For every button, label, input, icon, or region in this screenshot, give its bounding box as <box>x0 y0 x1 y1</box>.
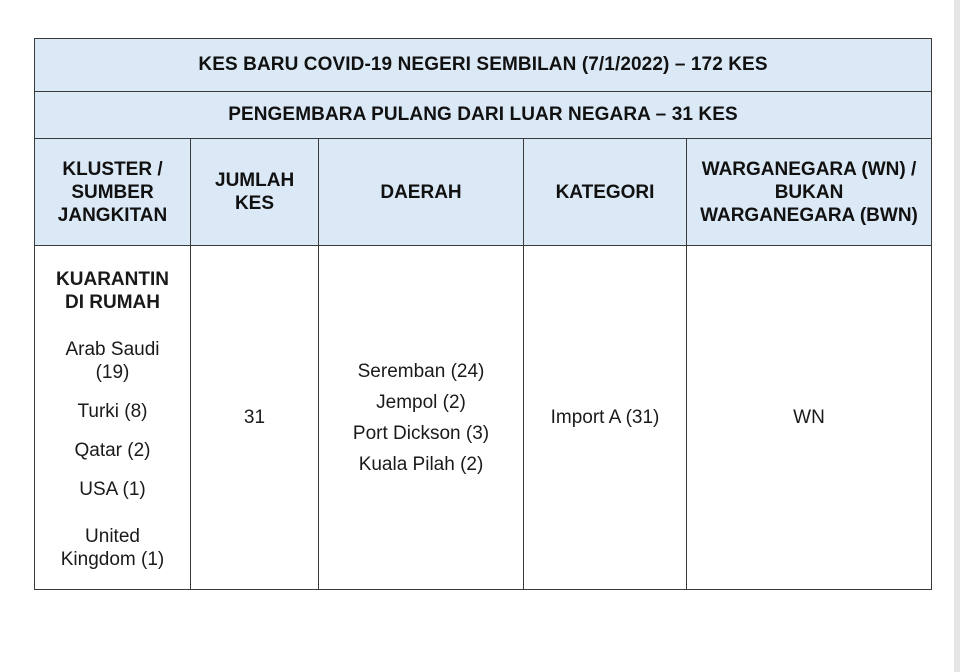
source-cell <box>35 246 191 590</box>
district-item: Jempol (2) <box>376 391 466 413</box>
source-item: Qatar (2) <box>74 440 151 461</box>
source-heading: KUARANTIN DI RUMAH <box>56 269 169 313</box>
district-item: Seremban (24) <box>357 360 485 382</box>
source-item: Arab Saudi (19) <box>65 339 160 383</box>
header-source-label: KLUSTER / SUMBER JANGKITAN <box>57 158 168 226</box>
title-row <box>35 39 932 92</box>
header-source <box>35 139 191 246</box>
header-category-label: KATEGORI <box>555 181 655 203</box>
header-citizenship-label: WARGANEGARA (WN) / BUKAN WARGANEGARA (BWN) <box>700 158 918 226</box>
table-row <box>35 246 932 590</box>
header-count <box>191 139 319 246</box>
category-cell: Import A (31) <box>524 246 687 590</box>
citizenship-cell: WN <box>687 246 932 590</box>
header-citizenship <box>687 139 932 246</box>
count-cell: 31 <box>191 246 319 590</box>
table-title: KES BARU COVID-19 NEGERI SEMBILAN (7/1/2022) – 172 KES <box>35 39 932 92</box>
header-count-label: JUMLAH KES <box>215 170 295 214</box>
page-edge <box>954 0 960 672</box>
table-subtitle: PENGEMBARA PULANG DARI LUAR NEGARA – 31 KES <box>35 92 932 139</box>
subtitle-row <box>35 92 932 139</box>
covid-cases-table <box>34 38 932 590</box>
header-category <box>524 139 687 246</box>
header-district <box>319 139 524 246</box>
header-district-label: DAERAH <box>380 181 462 203</box>
source-item: USA (1) <box>79 479 146 500</box>
source-item: Turki (8) <box>77 401 148 422</box>
district-item: Kuala Pilah (2) <box>358 453 484 475</box>
source-item: United Kingdom (1) <box>60 526 165 570</box>
header-row <box>35 139 932 246</box>
district-item: Port Dickson (3) <box>352 422 490 444</box>
district-cell <box>319 246 524 590</box>
